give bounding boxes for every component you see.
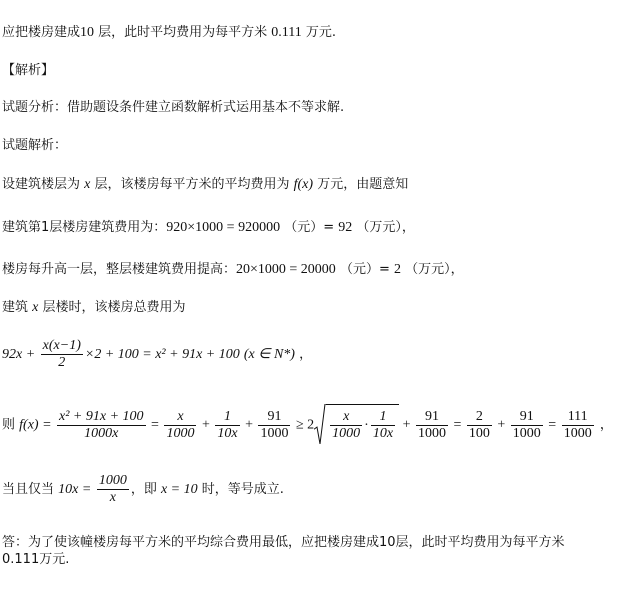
eq1-tail: ， (299, 347, 313, 362)
setup-var: x (84, 177, 91, 192)
equality-text-c: 时，等号成立. (197, 482, 284, 497)
eq2-frac3: $\frac{1}{10x}$ (217, 408, 238, 441)
increase-unit-a: （元）= (339, 262, 394, 277)
setup-text-a: 设建筑楼层为 (2, 177, 85, 192)
result-text-a: 应把楼房建成 (2, 25, 81, 40)
answer-line-1: 答：为了使该幢楼房每平方米的平均综合费用最低，应把楼房建成10层，此时平均费用为每平方米 (2, 535, 565, 550)
eq2-sqrt-frac1: $\frac{x}{1000}$ (332, 409, 361, 441)
total-line (2, 299, 186, 317)
equality-text-b: ，即 (130, 482, 161, 497)
eq2-frac1: $\frac{\text{x² + 91x + 100}}{1000x}$ (59, 408, 144, 441)
floor1-text: 建筑第1层楼房建筑费用为： (2, 220, 167, 235)
increase-text: 楼房每升高一层，整层楼建筑费用提高： (2, 262, 237, 277)
equation-average-cost (2, 404, 613, 446)
eq2-plus2: + (241, 417, 257, 433)
total-var: x (32, 300, 39, 315)
result-text-c: 万元. (301, 25, 337, 40)
result-cost: 0.111 (271, 25, 302, 40)
increase-math: 20×1000 = 20000 (236, 262, 336, 277)
equality-text-a: 当且仅当 (2, 482, 59, 497)
eq1-cond: (x ∈ N*) (243, 347, 295, 362)
result-floors: 10 (80, 25, 95, 40)
eq2-eq: = (147, 417, 163, 433)
analysis-text: 试题分析：借助题设条件建立函数解析式运用基本不等求解. (2, 100, 345, 115)
eq2-sqrt (314, 404, 399, 446)
eq2-sqrt-frac2: $\frac{1}{10x}$ (372, 409, 394, 441)
total-text-a: 建筑 (2, 300, 33, 315)
eq2-plus3: + (399, 417, 414, 433)
result-text-b: 层，此时平均费用为每平方米 (94, 25, 272, 40)
increase-unit-b: （万元）， (405, 262, 464, 277)
eq2-eq-b: = (449, 417, 465, 433)
eq2-ge: ≥ 2 (292, 417, 315, 433)
eq2-plus4: + (493, 417, 509, 433)
equation-total-cost (2, 338, 312, 372)
eq1-rest: ×2 + 100 = x² + 91x + 100 (84, 347, 240, 362)
floor1-unit-a: （元）= (284, 220, 339, 235)
eq2-frac2: $\frac{x}{1000}$ (166, 408, 195, 441)
equality-fraction: $\frac{1000}{x}$ (98, 473, 127, 505)
eq2-lhs: f(x) = (19, 417, 56, 433)
increase-line (2, 261, 464, 279)
eq2-frac4: $\frac{91}{1000}$ (260, 408, 289, 441)
result-line (2, 24, 336, 42)
eq2-frac6: $\frac{2}{100}$ (468, 408, 490, 441)
eq2-dot: · (364, 418, 369, 433)
eq2-frac7: $\frac{91}{1000}$ (512, 408, 541, 441)
setup-line (2, 176, 408, 194)
eq2-tail: ， (599, 417, 613, 433)
eq1-fraction: $\frac{x(x-1)}{2}$ (42, 338, 81, 370)
floor1-val: 92 (338, 220, 353, 235)
setup-text-c: 万元，由题意知 (313, 177, 409, 192)
eq2-frac5: $\frac{91}{1000}$ (417, 408, 446, 441)
increase-val: 2 (393, 262, 401, 277)
eq2-frac8: $\frac{111}{1000}$ (563, 408, 592, 441)
radical-sign-icon (314, 404, 326, 446)
floor1-unit-b: （万元）， (356, 220, 415, 235)
total-text-b: 层楼时，该楼房总费用为 (38, 300, 186, 315)
floor1-line (2, 219, 415, 237)
eq2-eq-c: = (544, 417, 560, 433)
floor1-math: 920×1000 = 920000 (166, 220, 281, 235)
solution-label: 试题解析： (2, 138, 68, 153)
answer-line-2: 0.111万元. (2, 552, 70, 567)
eq2-plus1: + (198, 417, 214, 433)
setup-text-b: 层，该楼房每平方米的平均费用为 (90, 177, 294, 192)
eq2-prefix: 则 (2, 417, 20, 433)
equality-line (2, 472, 284, 508)
eq1-lead: 92x + (2, 347, 39, 362)
equality-lhs: 10x = (58, 482, 95, 497)
equality-solution: x = 10 (160, 482, 198, 497)
section-heading: 【解析】 (2, 63, 55, 78)
setup-func: f(x) (293, 177, 314, 192)
